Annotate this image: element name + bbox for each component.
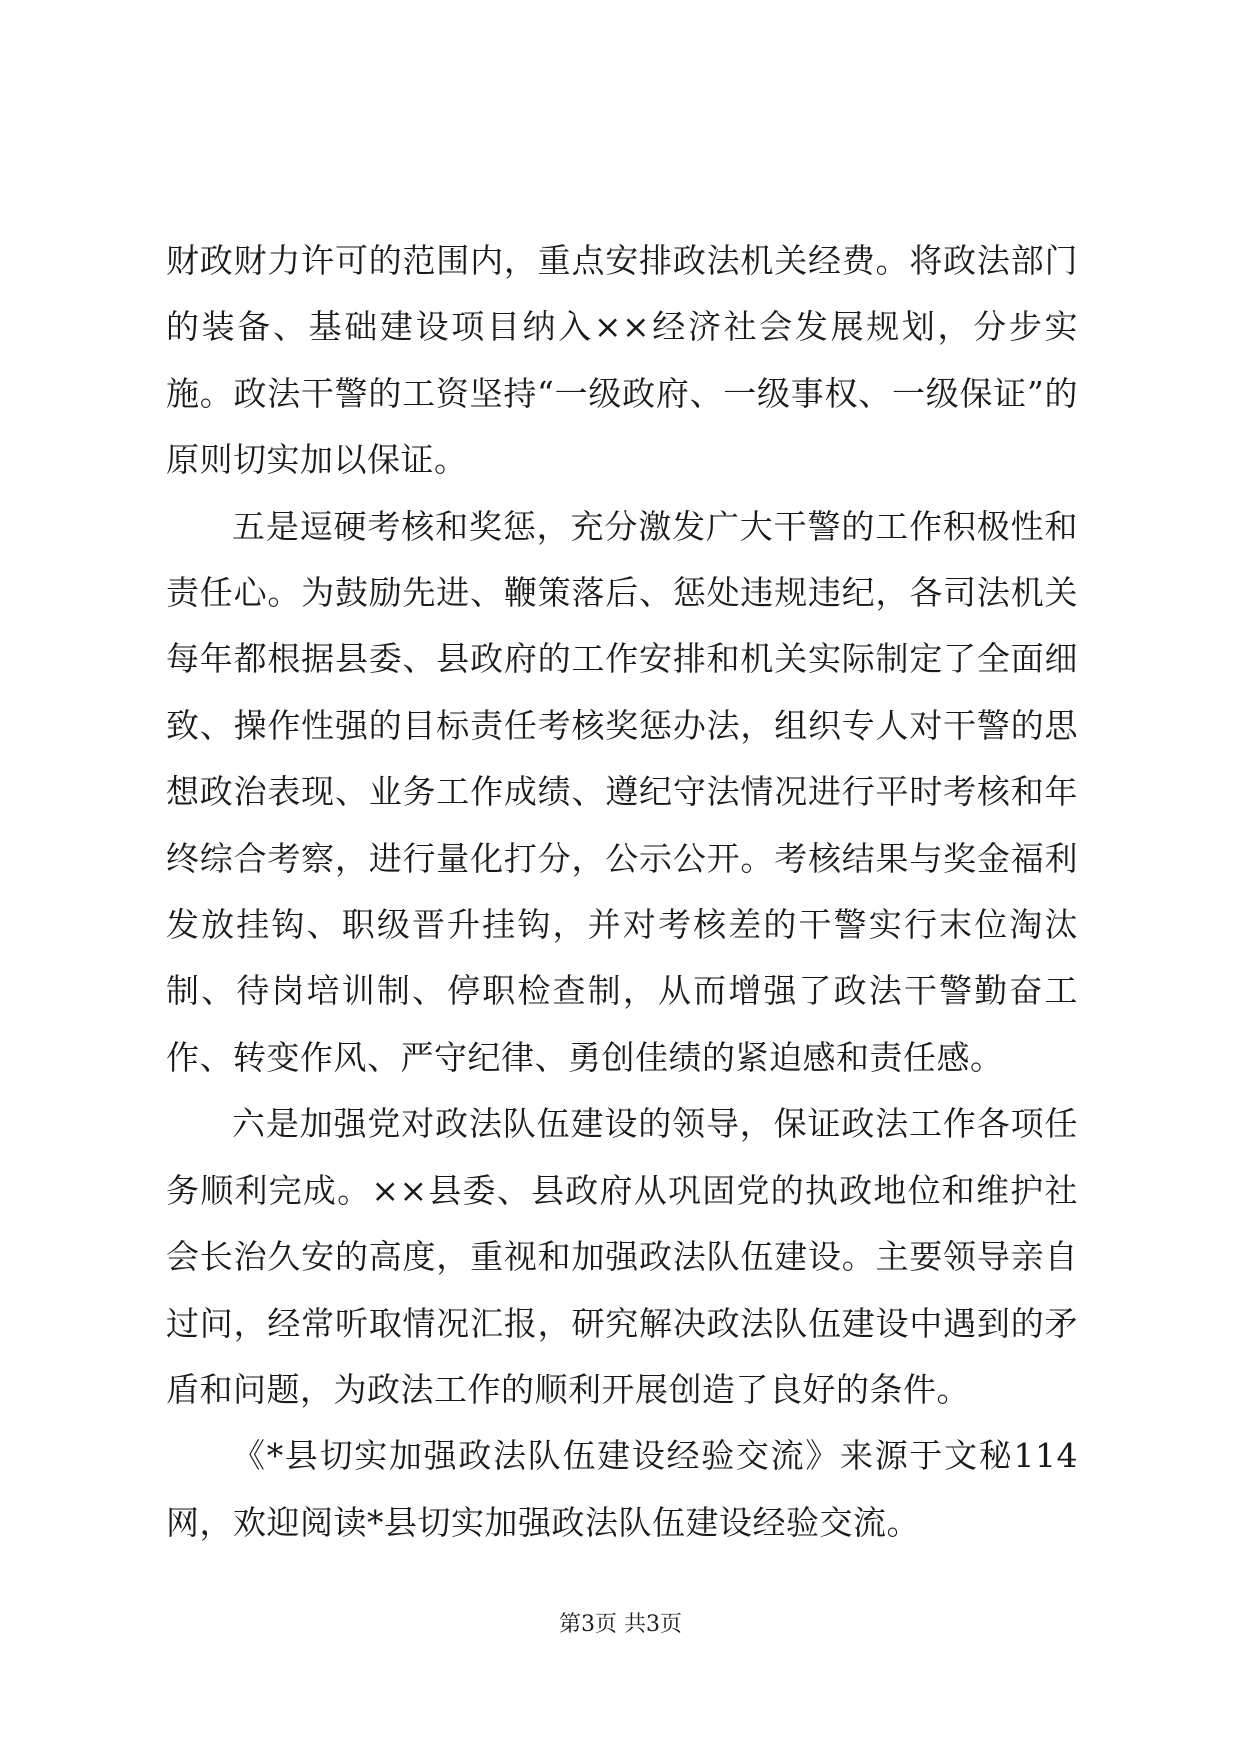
paragraph-assessment: 五是逗硬考核和奖惩，充分激发广大干警的工作积极性和责任心。为鼓励先进、鞭策落后、惩处违规违纪，各司法机关每年都根据县委、县政府的工作安排和机关实际制定了全面细致、操作性强的目标责任考核奖惩办法，组织专人对干警的思想政治表现、业务工作成绩、遵纪守法情况进行平时考核和年终综合考察，进行量化打分，公示公开。考核结果与奖金福利发放挂钩、职级晋升挂钩，并对考核差的干警实行末位淘汰制、待岗培训制、停职检查制，从而增强了政法干警勤奋工作、转变作风、严守纪律、勇创佳绩的紧迫感和责任感。 (166, 506, 1078, 1077)
paragraph-funding: 财政财力许可的范围内，重点安排政法机关经费。将政法部门的装备、基础建设项目纳入××经济社会发展规划，分步实施。政法干警的工资坚持“一级政府、一级事权、一级保证”的原则切实加以保证。 (166, 241, 1078, 480)
document-body (166, 228, 1078, 1556)
page-number-footer: 第3页 共3页 (559, 1612, 682, 1637)
paragraph-source-note: 《*县切实加强政法队伍建设经验交流》来源于文秘114网，欢迎阅读*县切实加强政法队伍建设经验交流。 (166, 1436, 1078, 1542)
paragraph-leadership: 六是加强党对政法队伍建设的领导，保证政法工作各项任务顺利完成。××县委、县政府从巩固党的执政地位和维护社会长治久安的高度，重视和加强政法队伍建设。主要领导亲自过问，经常听取情况汇报，研究解决政法队伍建设中遇到的矛盾和问题，为政法工作的顺利开展创造了良好的条件。 (166, 1104, 1078, 1409)
